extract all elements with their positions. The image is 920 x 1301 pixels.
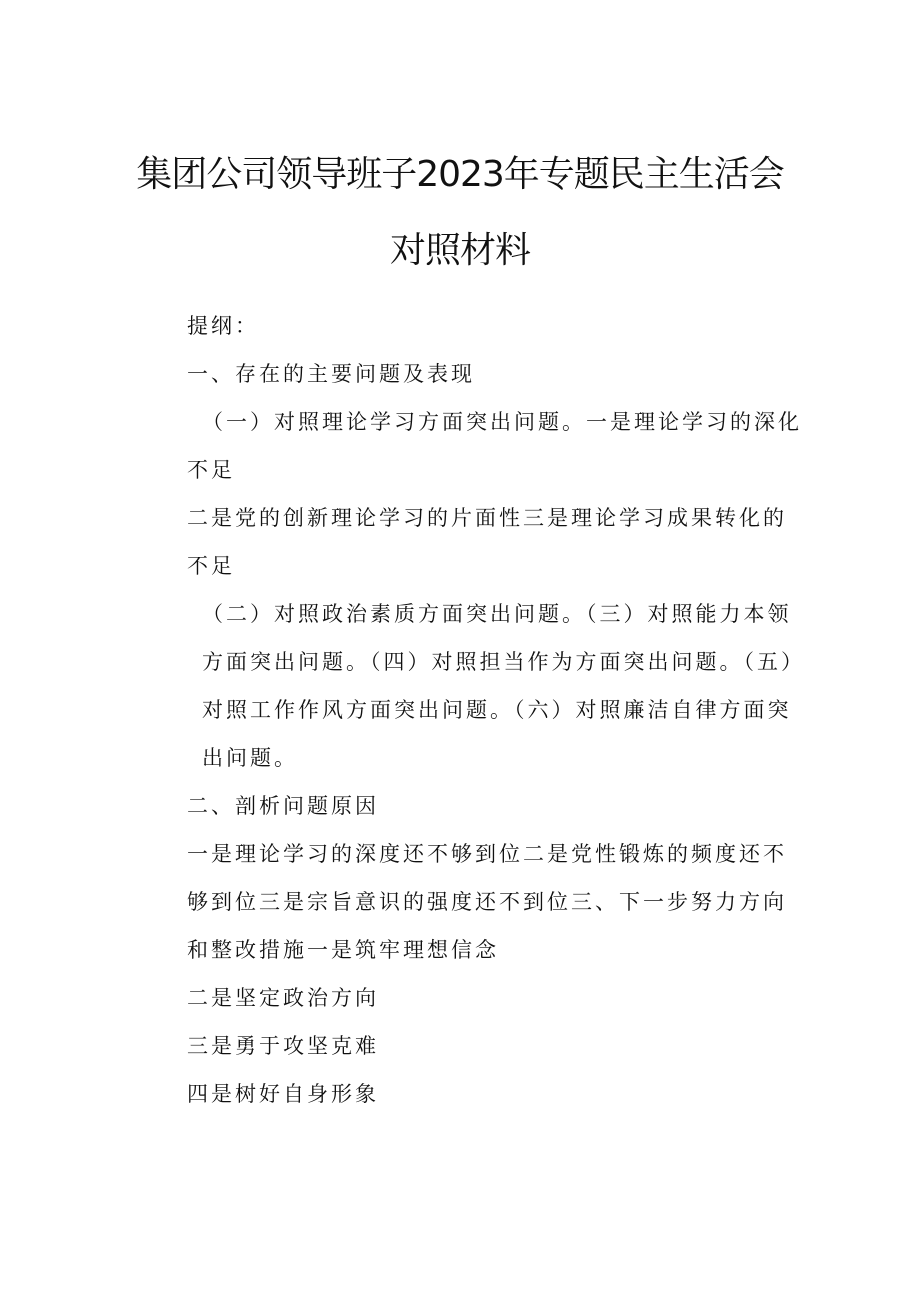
- body-line: 一是理论学习的深度还不够到位二是党性锻炼的频度还不: [187, 842, 787, 866]
- body-line: 三是勇于攻坚克难: [187, 1034, 379, 1058]
- body-line: 二是党的创新理论学习的片面性三是理论学习成果转化的: [187, 506, 787, 530]
- body-line: 和整改措施一是筑牢理想信念: [187, 938, 499, 962]
- body-line: （二）对照政治素质方面突出问题。（三）对照能力本领: [202, 602, 792, 626]
- section-heading-problems: 一、存在的主要问题及表现: [187, 362, 475, 386]
- body-line: 对照工作作风方面突出问题。（六）对照廉洁自律方面突: [202, 698, 792, 722]
- outline-label: 提纲：: [187, 314, 259, 338]
- body-line: 不足: [187, 458, 235, 482]
- body-line: 够到位三是宗旨意识的强度还不到位三、下一步努力方向: [187, 890, 787, 914]
- document-title-line-2: 对照材料: [389, 230, 530, 271]
- body-line: 方面突出问题。（四）对照担当作为方面突出问题。（五）: [202, 650, 805, 674]
- body-line: 二是坚定政治方向: [187, 986, 379, 1010]
- body-line: 不足: [187, 554, 235, 578]
- body-line: 出问题。: [202, 746, 298, 770]
- section-heading-causes: 二、剖析问题原因: [187, 794, 379, 818]
- body-line: 四是树好自身形象: [187, 1082, 379, 1106]
- document-title-line-1: 集团公司领导班子2023年专题民主生活会: [136, 154, 784, 195]
- body-line: （一）对照理论学习方面突出问题。一是理论学习的深化: [202, 410, 802, 434]
